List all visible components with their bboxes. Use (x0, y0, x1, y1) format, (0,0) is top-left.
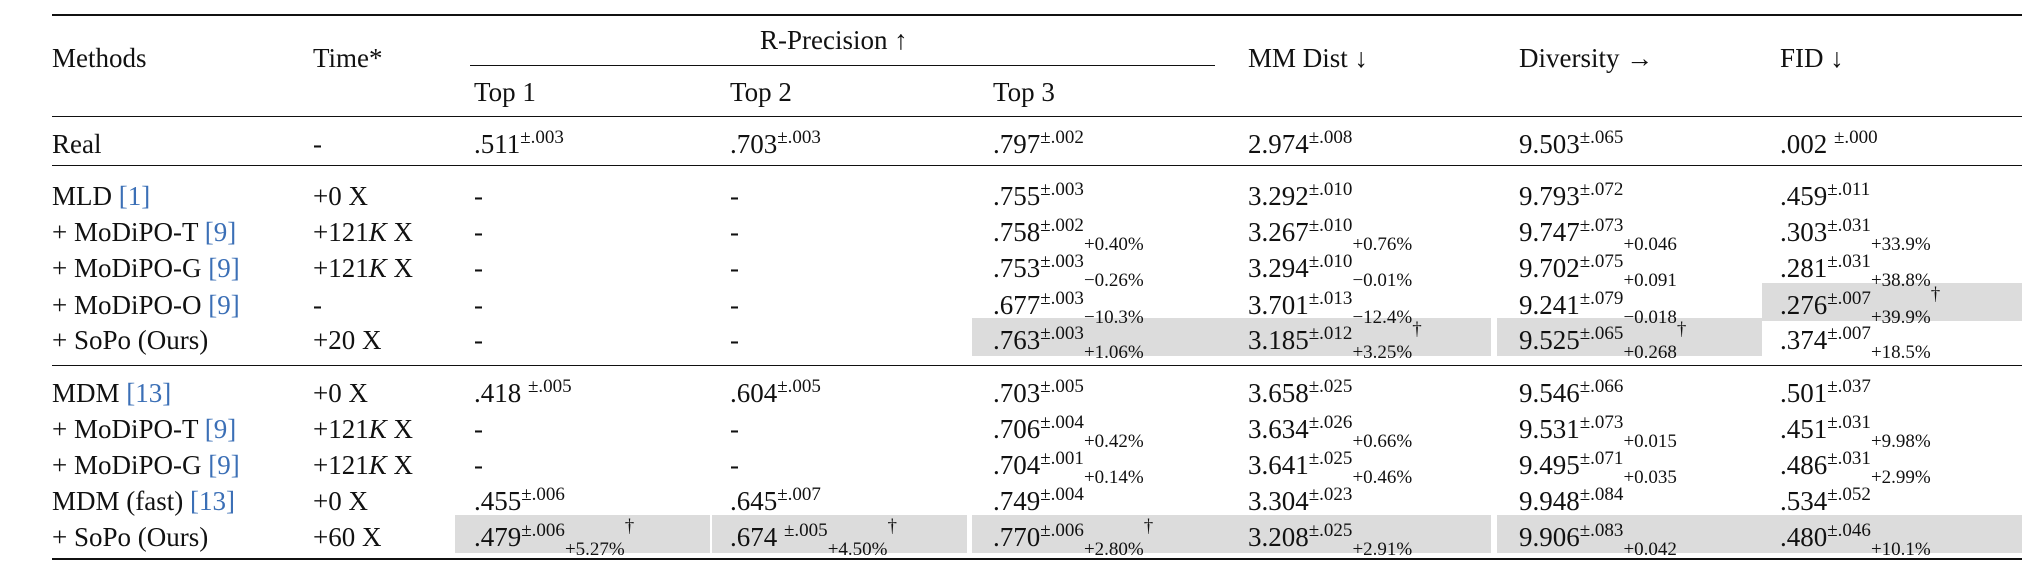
top1-cell: $.479^{\pm.006}_{+5.27\%}^\dagger$ (474, 516, 635, 560)
top1-cell: - (474, 325, 483, 355)
citation-link[interactable]: [1] (118, 181, 151, 211)
top3-cell: $.703^{\pm.005}$ (993, 376, 1084, 408)
top1-cell: - (474, 414, 483, 444)
time-cell: +60 X (313, 522, 382, 552)
top2-cell: .674 $^{\pm.005}_{+4.50\%}$† (730, 516, 897, 560)
mm-cell: $3.641^{\pm.025}_{+0.46\%}$ (1248, 448, 1413, 488)
citation-link[interactable]: [13] (189, 486, 235, 516)
header-methods: Methods (52, 43, 147, 73)
citation-link[interactable]: [9] (204, 217, 237, 247)
fid-cell: $.374^{\pm.007}_{+18.5\%}$ (1780, 323, 1931, 363)
top2-cell: - (730, 450, 739, 480)
mm-cell: $3.267^{\pm.010}_{+0.76\%}$ (1248, 215, 1413, 255)
div-cell: $9.503^{\pm.065}$ (1519, 127, 1624, 159)
time-cell: +0 X (313, 378, 368, 408)
time-cell: +121K X (313, 253, 413, 283)
mm-cell: $3.701^{\pm.013}_{-12.4\%}$ (1248, 288, 1413, 328)
fid-cell: $.303^{\pm.031}_{+33.9\%}$ (1780, 215, 1931, 255)
top2-cell: - (730, 414, 739, 444)
top2-cell: - (730, 253, 739, 283)
top2-cell: - (730, 181, 739, 211)
citation-link[interactable]: [9] (208, 290, 240, 320)
top2-cell: $.703^{\pm.003}$ (730, 127, 821, 159)
top1-cell: - (474, 181, 483, 211)
top2-cell: - (730, 325, 739, 355)
top3-cell: $.797^{\pm.002}$ (993, 127, 1084, 159)
top1-cell: $.511^{\pm.003}$ (474, 127, 564, 159)
header-mm-dist: MM Dist ↓ (1248, 43, 1369, 73)
top3-cell: $.753^{\pm.003}_{-0.26\%}$ (993, 251, 1144, 291)
header-top1: Top 1 (474, 77, 536, 107)
fid-cell: $.451^{\pm.031}_{+9.98\%}$ (1780, 412, 1931, 452)
top2-cell: $.604^{\pm.005}$ (730, 376, 821, 408)
top3-cell: $.755^{\pm.003}$ (993, 179, 1084, 211)
fid-cell: .002 $^{\pm.000}$ (1780, 127, 1878, 159)
mm-cell: $3.208^{\pm.025}_{+2.91\%}$ (1248, 520, 1413, 560)
time-cell: +20 X (313, 325, 382, 355)
header-top3: Top 3 (993, 77, 1055, 107)
fid-cell: $.501^{\pm.037}$ (1780, 376, 1871, 408)
method-cell: + SoPo (Ours) (52, 522, 209, 552)
fid-cell: $.276^{\pm.007}_{+39.9\%}^\dagger$ (1780, 284, 1941, 328)
method-cell: + MoDiPO-T [9] (52, 414, 237, 444)
fid-cell: $.486^{\pm.031}_{+2.99\%}$ (1780, 448, 1931, 488)
top3-cell: $.704^{\pm.001}_{+0.14\%}$ (993, 448, 1144, 488)
top-rule (52, 14, 2022, 16)
top1-cell: .418 $^{\pm.005}$ (474, 376, 572, 408)
top2-cell: - (730, 290, 739, 320)
header-fid: FID ↓ (1780, 43, 1844, 73)
header-rule (52, 116, 2022, 117)
top3-cell: $.677^{\pm.003}_{-10.3\%}$ (993, 288, 1144, 328)
top1-cell: $.455^{\pm.006}$ (474, 484, 565, 516)
time-cell: - (313, 290, 322, 320)
top3-cell: $.758^{\pm.002}_{+0.40\%}$ (993, 215, 1144, 255)
method-cell: MLD [1] (52, 181, 151, 211)
mm-cell: $2.974^{\pm.008}$ (1248, 127, 1353, 159)
top1-cell: - (474, 290, 483, 320)
top1-cell: - (474, 450, 483, 480)
method-cell: + SoPo (Ours) (52, 325, 209, 355)
mm-cell: $3.304^{\pm.023}$ (1248, 484, 1353, 516)
citation-link[interactable]: [9] (208, 253, 240, 283)
top2-cell: $.645^{\pm.007}$ (730, 484, 821, 516)
time-cell: +0 X (313, 181, 368, 211)
div-cell: $9.531^{\pm.073}_{+0.015}$ (1519, 412, 1677, 452)
div-cell: $9.525^{\pm.065}_{+0.268}^\dagger$ (1519, 319, 1687, 363)
citation-link[interactable]: [9] (204, 414, 237, 444)
top3-cell: $.770^{\pm.006}_{+2.80\%}^\dagger$ (993, 516, 1154, 560)
time-cell: - (313, 129, 322, 159)
fid-cell: $.480^{\pm.046}_{+10.1\%}$ (1780, 520, 1931, 560)
method-cell: + MoDiPO-G [9] (52, 253, 240, 283)
top2-cell: - (730, 217, 739, 247)
top3-cell: $.749^{\pm.004}$ (993, 484, 1084, 516)
mm-cell: $3.185^{\pm.012}_{+3.25\%}^\dagger$ (1248, 319, 1422, 363)
header-top2: Top 2 (730, 77, 792, 107)
r-precision-rule (470, 65, 1215, 66)
time-cell: +0 X (313, 486, 368, 516)
mm-cell: $3.634^{\pm.026}_{+0.66\%}$ (1248, 412, 1413, 452)
mm-cell: $3.658^{\pm.025}$ (1248, 376, 1353, 408)
header-time: Time* (313, 43, 383, 73)
mm-cell: $3.294^{\pm.010}_{-0.01\%}$ (1248, 251, 1413, 291)
top3-cell: $.706^{\pm.004}_{+0.42\%}$ (993, 412, 1144, 452)
header-diversity: Diversity → (1519, 43, 1654, 73)
div-cell: $9.241^{\pm.079}_{-0.018}$ (1519, 288, 1677, 328)
time-cell: +121K X (313, 450, 413, 480)
fid-cell: $.281^{\pm.031}_{+38.8\%}$ (1780, 251, 1931, 291)
method-cell: Real (52, 129, 102, 159)
time-cell: +121K X (313, 414, 413, 444)
citation-link[interactable]: [13] (126, 378, 172, 408)
citation-link[interactable]: [9] (208, 450, 240, 480)
div-cell: $9.495^{\pm.071}_{+0.035}$ (1519, 448, 1677, 488)
method-cell: + MoDiPO-O [9] (52, 290, 240, 320)
div-cell: $9.747^{\pm.073}_{+0.046}$ (1519, 215, 1677, 255)
time-cell: +121K X (313, 217, 413, 247)
div-cell: $9.702^{\pm.075}_{+0.091}$ (1519, 251, 1677, 291)
method-cell: + MoDiPO-G [9] (52, 450, 240, 480)
top3-cell: $.763^{\pm.003}_{+1.06\%}$ (993, 323, 1144, 363)
fid-cell: $.534^{\pm.052}$ (1780, 484, 1871, 516)
top1-cell: - (474, 253, 483, 283)
method-cell: MDM [13] (52, 378, 172, 408)
mm-cell: $3.292^{\pm.010}$ (1248, 179, 1353, 211)
div-cell: $9.546^{\pm.066}$ (1519, 376, 1624, 408)
method-cell: MDM (fast) [13] (52, 486, 235, 516)
div-cell: $9.906^{\pm.083}_{+0.042}$ (1519, 520, 1677, 560)
div-cell: $9.948^{\pm.084}$ (1519, 484, 1624, 516)
fid-cell: $.459^{\pm.011}$ (1780, 179, 1871, 211)
group-rule (52, 365, 2022, 366)
method-cell: + MoDiPO-T [9] (52, 217, 237, 247)
header-r-precision: R-Precision ↑ (760, 25, 908, 55)
top1-cell: - (474, 217, 483, 247)
div-cell: $9.793^{\pm.072}$ (1519, 179, 1624, 211)
